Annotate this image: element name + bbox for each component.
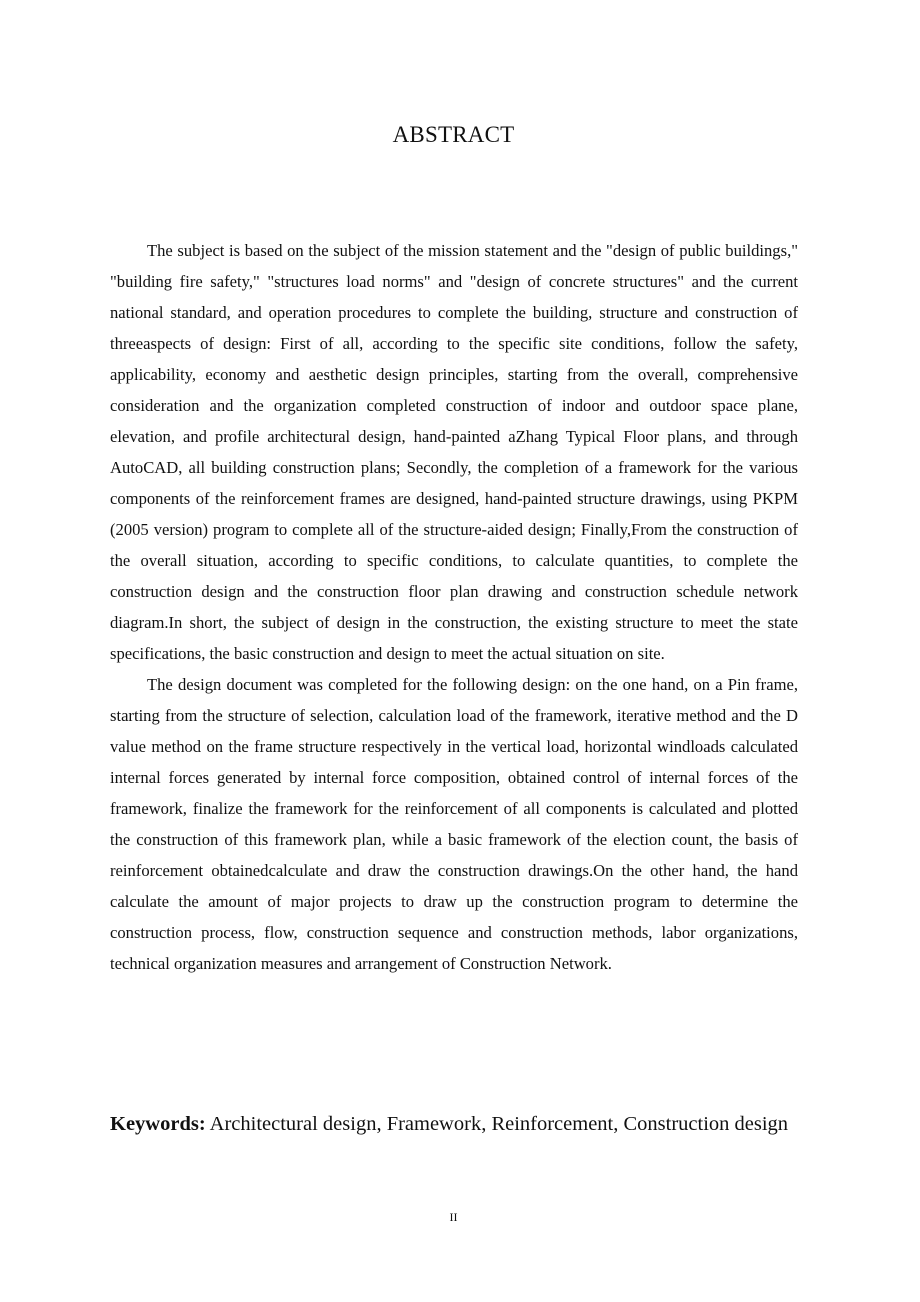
keywords-text: Architectural design, Framework, Reinforcement, Construction design — [209, 1113, 789, 1135]
page-number: II — [449, 1210, 458, 1224]
keywords-line — [110, 1108, 798, 1140]
abstract-paragraph-2: The design document was completed for the following design: on the one hand, on a Pin frame, starting from the structure of selection, calculation load of the framework, iterative method and the D value method on the frame structure respectively in the vertical load, horizontal windloads calculated internal forces generated by internal force composition, obtained control of internal forces of the framework, finalize the framework for the reinforcement of all components is calculated and plotted the construction of this framework plan, while a basic framework of the election count, the basis of reinforcement obtainedcalculate and draw the construction drawings.On the other hand, the hand calculate the amount of major projects to draw up the construction program to determine the construction process, flow, construction sequence and construction methods, labor organizations, technical organization measures and arrangement of Construction Network. — [110, 675, 798, 973]
abstract-body — [110, 235, 798, 979]
keywords-label: Keywords: — [110, 1113, 206, 1135]
page-title: ABSTRACT — [392, 122, 515, 147]
abstract-paragraph-1: The subject is based on the subject of the mission statement and the "design of public buildings," "building fire safety," "structures load norms" and "design of concrete structures" and the current national standard, and operation procedures to complete the building, structure and construction of threeaspects of design: First of all, according to the specific site conditions, follow the safety, applicability, economy and aesthetic design principles, starting from the overall, comprehensive consideration and the organization completed construction of indoor and outdoor space plane, elevation, and profile architectural design, hand-painted aZhang Typical Floor plans, and through AutoCAD, all building construction plans; Secondly, the completion of a framework for the various components of the reinforcement frames are designed, hand-painted structure drawings, using PKPM (2005 version) program to complete all of the structure-aided design; Finally,From the construction of the overall situation, according to specific conditions, to calculate quantities, to complete the construction design and the construction floor plan drawing and construction schedule network diagram.In short, the subject of design in the construction, the existing structure to meet the state specifications, the basic construction and design to meet the actual situation on site. — [110, 241, 798, 663]
